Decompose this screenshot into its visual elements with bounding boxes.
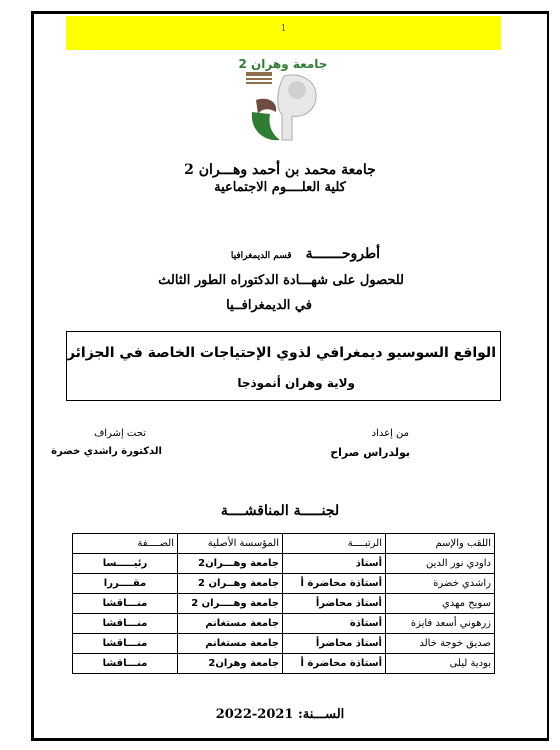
author-name: بولدراس صراح [330, 446, 410, 459]
thesis-kind: أطروحـــــــة [305, 246, 380, 262]
member-name: زرهوني أسعد فايزة [386, 614, 495, 634]
department-name: قسم الديمغرافيا [230, 251, 292, 261]
header-name: اللقب والإسم [386, 534, 495, 554]
academic-year: الســـنة: 2021-2022 [215, 707, 345, 722]
header-role: الصــــفة [73, 534, 178, 554]
member-role: منـــاقشا [73, 594, 178, 614]
page-number: 1 [280, 24, 287, 34]
member-rank: أستاذ [283, 554, 386, 574]
table-row [73, 574, 495, 594]
member-institution: جامعة وهــران 2 [178, 574, 283, 594]
university-name: جامعة محمد بن أحمد وهـــران 2 [184, 162, 376, 178]
university-logo-icon [238, 56, 328, 146]
member-name: صديق خوجة خالد [386, 634, 495, 654]
header-rank: الرتبــــة [283, 534, 386, 554]
committee-title: لجنـــــة المناقشــــة [220, 503, 340, 519]
member-rank: أستاذة محاضرة أ [283, 574, 386, 594]
prepared-by-label: من إعداد [371, 428, 409, 439]
table-row [73, 634, 495, 654]
supervisor-name: الدكتورة راشدي خضرة [51, 446, 162, 457]
member-institution: جامعة مستغانم [178, 614, 283, 634]
member-role: منـــاقشا [73, 654, 178, 674]
member-institution: جامعة وهـــران2 [178, 554, 283, 574]
thesis-subtitle: ولاية وهران أنموذجا [237, 376, 355, 390]
member-rank: أستاذة [283, 614, 386, 634]
member-role: رئيـــــسا [73, 554, 178, 574]
member-rank: أستاذ محاضرأ [283, 594, 386, 614]
member-role: منـــاقشا [73, 614, 178, 634]
header-institution: المؤسسة الأصلية [178, 534, 283, 554]
degree-line: للحصول على شهـــادة الدكتوراه الطور الثالث [158, 273, 404, 288]
committee-header-row [73, 534, 495, 554]
table-row [73, 614, 495, 634]
table-row [73, 594, 495, 614]
table-row [73, 654, 495, 674]
svg-text:2 جامعة وهران: 2 جامعة وهران [238, 57, 328, 71]
table-row [73, 554, 495, 574]
member-rank: أستاذة محاضرة أ [283, 654, 386, 674]
title-box [66, 331, 501, 401]
member-name: داودي نور الدين [386, 554, 495, 574]
member-role: منـــاقشا [73, 634, 178, 654]
member-name: راشدي خضرة [386, 574, 495, 594]
committee-table [72, 533, 495, 674]
member-role: مقــــررا [73, 574, 178, 594]
header-banner [66, 16, 501, 50]
thesis-heading [231, 246, 380, 262]
specialty-line: في الديمغرافــيا [226, 298, 312, 313]
member-name: سويح مهدي [386, 594, 495, 614]
member-institution: جامعة مستغانم [178, 634, 283, 654]
member-name: بودية ليلى [386, 654, 495, 674]
member-institution: جامعة وهــــران 2 [178, 594, 283, 614]
faculty-name: كلية العلــــوم الاجتماعية [214, 180, 346, 195]
thesis-title: الواقع السوسيو ديمغرافي لذوي الإحتياجات الخاصة في الجزائر [66, 345, 496, 361]
member-institution: جامعة وهران2 [178, 654, 283, 674]
supervisor-label: تحت إشراف [93, 428, 146, 439]
member-rank: أستاذ محاضرأ [283, 634, 386, 654]
